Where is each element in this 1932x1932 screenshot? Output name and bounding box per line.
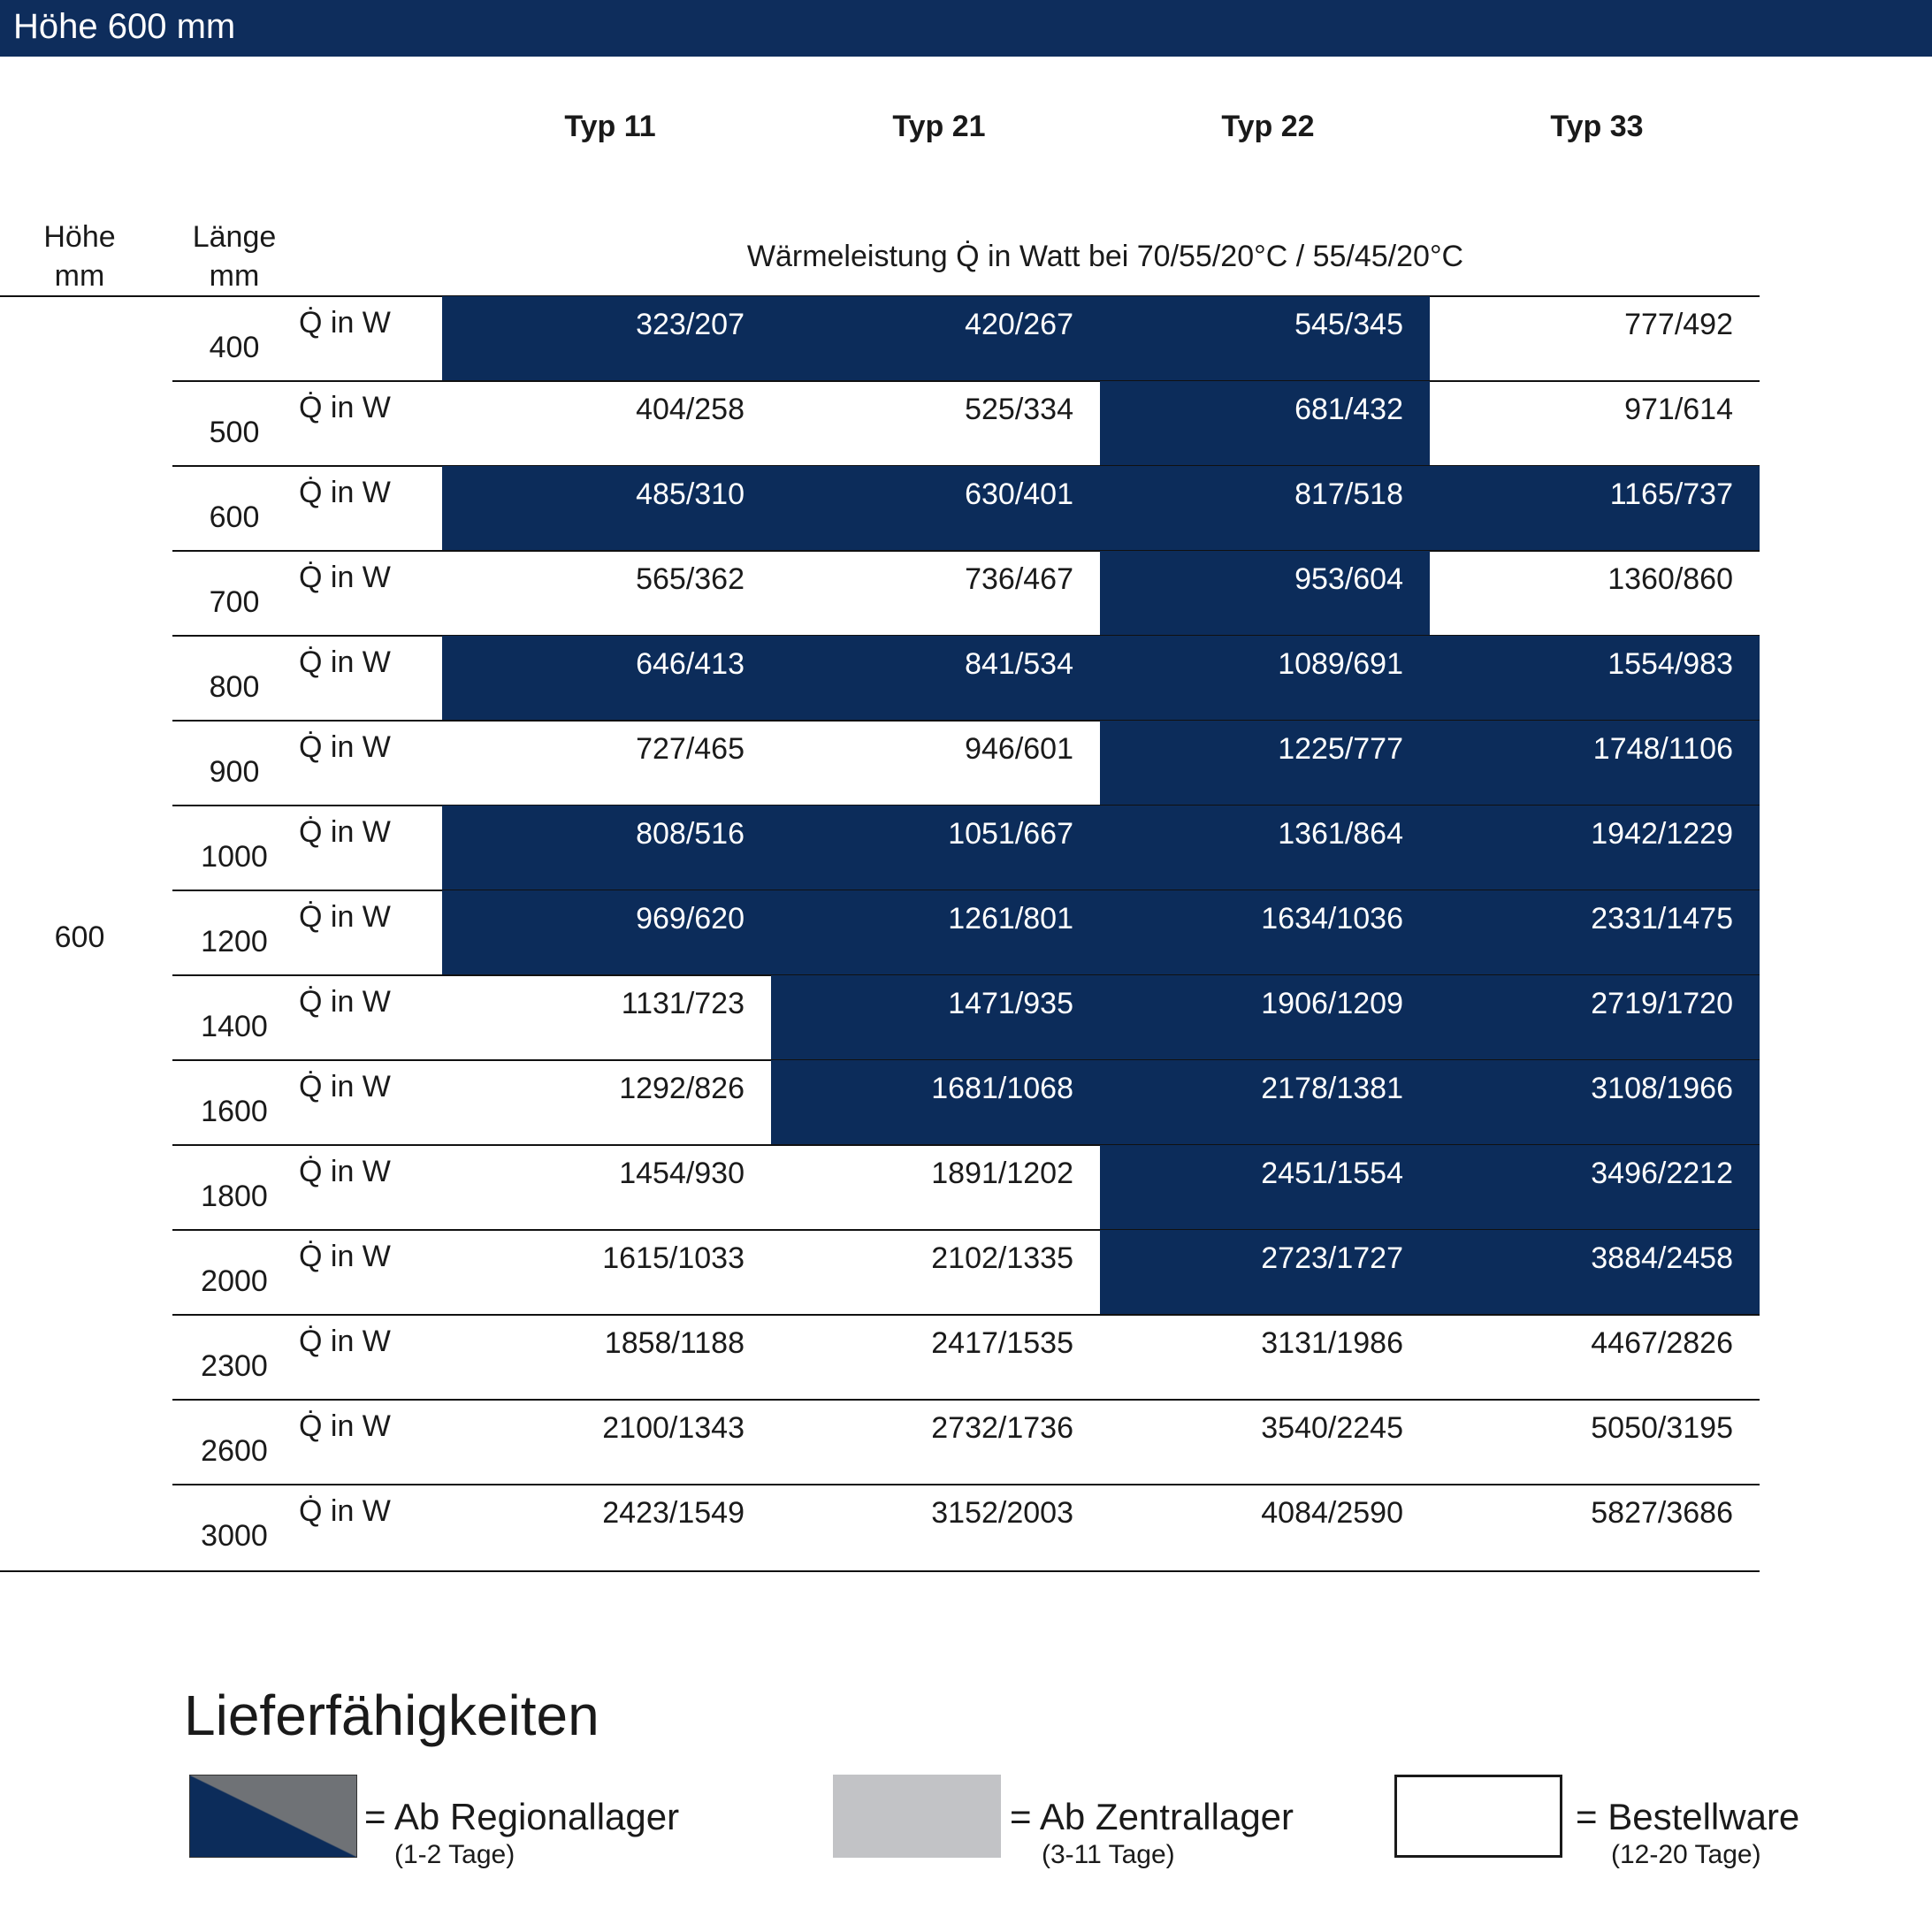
swatch-zentrallager — [833, 1775, 1001, 1858]
q-unit-label: Q̇ in W — [299, 645, 391, 679]
laenge-value: 700 — [209, 585, 260, 619]
table-cell — [1100, 466, 1430, 551]
table-row — [0, 381, 1932, 466]
table-cell — [1100, 975, 1430, 1060]
laenge-unit: mm — [209, 259, 260, 293]
laenge-value: 600 — [209, 500, 260, 534]
hoehe-label: Höhe — [43, 220, 116, 254]
heat-output-value: 2451/1554 — [1261, 1157, 1403, 1190]
legend-sub-zentrallager: (3-11 Tage) — [1042, 1840, 1175, 1869]
heat-output-value: 817/518 — [1294, 477, 1403, 511]
heat-output-value: 1165/737 — [1609, 477, 1733, 511]
page-header-bar — [0, 0, 1932, 57]
laenge-value: 2000 — [201, 1264, 268, 1298]
laenge-value: 1800 — [201, 1180, 268, 1213]
heat-output-value: 681/432 — [1294, 393, 1403, 426]
q-unit-label: Q̇ in W — [299, 815, 391, 849]
column-header-laenge — [172, 218, 296, 295]
table-cell — [1430, 381, 1760, 466]
table-cell — [442, 1060, 771, 1145]
heat-output-value: 4467/2826 — [1591, 1326, 1733, 1360]
heat-output-value: 953/604 — [1294, 562, 1403, 596]
table-cell — [1100, 636, 1430, 721]
heat-output-value: 1858/1188 — [604, 1326, 745, 1360]
heat-output-value: 2331/1475 — [1591, 902, 1733, 935]
table-cell — [442, 1400, 771, 1485]
heat-output-value: 3152/2003 — [931, 1496, 1073, 1530]
legend-title: Lieferfähigkeiten — [184, 1684, 599, 1747]
table-cell — [771, 466, 1100, 551]
hoehe-unit: mm — [54, 259, 105, 293]
table-row — [0, 296, 1932, 381]
heat-output-value: 1360/860 — [1607, 562, 1733, 596]
table-cell — [1430, 975, 1760, 1060]
table-cell — [771, 890, 1100, 975]
heat-output-value: 2732/1736 — [931, 1411, 1073, 1445]
table-row — [0, 806, 1932, 890]
table-cell — [771, 1485, 1100, 1569]
table-cell — [1100, 721, 1430, 806]
table-cell — [1430, 721, 1760, 806]
q-unit-label: Q̇ in W — [299, 1240, 391, 1273]
table-cell — [771, 1400, 1100, 1485]
table-cell — [442, 721, 771, 806]
heat-output-value: 1906/1209 — [1261, 987, 1403, 1020]
type-header-typ21: Typ 21 — [892, 110, 986, 143]
heat-output-value: 841/534 — [965, 647, 1073, 681]
laenge-value: 2600 — [201, 1434, 268, 1468]
table-row — [0, 1485, 1932, 1569]
heat-output-value: 3496/2212 — [1591, 1157, 1733, 1190]
heat-output-value: 3131/1986 — [1261, 1326, 1403, 1360]
q-unit-label: Q̇ in W — [299, 306, 391, 340]
heat-output-value: 2100/1343 — [602, 1411, 745, 1445]
q-unit-label: Q̇ in W — [299, 1494, 391, 1528]
q-unit-label: Q̇ in W — [299, 391, 391, 424]
table-cell — [1100, 1400, 1430, 1485]
table-cell — [1430, 466, 1760, 551]
heat-output-value: 2719/1720 — [1591, 987, 1733, 1020]
q-unit-label: Q̇ in W — [299, 476, 391, 509]
heat-output-value: 727/465 — [636, 732, 745, 766]
heat-output-value: 630/401 — [965, 477, 1073, 511]
heat-output-value: 1089/691 — [1278, 647, 1403, 681]
table-row — [0, 1145, 1932, 1230]
table-row — [0, 975, 1932, 1060]
legend-label-zentrallager: = Ab Zentrallager — [1010, 1796, 1294, 1837]
q-unit-label: Q̇ in W — [299, 730, 391, 764]
table-cell — [771, 636, 1100, 721]
heat-output-value: 777/492 — [1624, 308, 1733, 341]
laenge-value: 3000 — [201, 1519, 268, 1553]
heat-output-value: 525/334 — [965, 393, 1073, 426]
column-header-hoehe — [18, 218, 141, 295]
heat-output-value: 1225/777 — [1278, 732, 1403, 766]
laenge-value: 400 — [209, 331, 260, 364]
table-cell — [1430, 551, 1760, 636]
q-unit-label: Q̇ in W — [299, 1155, 391, 1188]
table-cell — [442, 1315, 771, 1400]
swatch-bestellware — [1394, 1775, 1562, 1858]
table-cell — [771, 551, 1100, 636]
table-cell — [1430, 890, 1760, 975]
table-row — [0, 721, 1932, 806]
type-header-typ22: Typ 22 — [1221, 110, 1315, 143]
heat-output-value: 1471/935 — [948, 987, 1073, 1020]
table-cell — [771, 1060, 1100, 1145]
table-cell — [771, 806, 1100, 890]
table-cell — [771, 296, 1100, 381]
swatch-regionallager — [189, 1775, 357, 1858]
heat-output-value: 565/362 — [636, 562, 745, 596]
table-cell — [1430, 1485, 1760, 1569]
laenge-value: 900 — [209, 755, 260, 789]
table-row — [0, 1400, 1932, 1485]
table-cell — [771, 721, 1100, 806]
heat-output-value: 736/467 — [965, 562, 1073, 596]
heat-output-value: 2102/1335 — [931, 1241, 1073, 1275]
table-cell — [1100, 381, 1430, 466]
table-cell — [442, 890, 771, 975]
table-cell — [1100, 890, 1430, 975]
table-cell — [771, 1230, 1100, 1315]
table-cell — [1430, 1400, 1760, 1485]
laenge-value: 1200 — [201, 925, 268, 958]
heat-output-value: 1891/1202 — [931, 1157, 1073, 1190]
table-bottom-divider — [0, 1570, 1760, 1572]
heat-output-value: 2178/1381 — [1261, 1072, 1403, 1105]
table-row — [0, 636, 1932, 721]
heat-output-value: 323/207 — [636, 308, 745, 341]
q-unit-label: Q̇ in W — [299, 1409, 391, 1443]
table-row — [0, 1230, 1932, 1315]
table-cell — [1100, 1060, 1430, 1145]
laenge-value: 800 — [209, 670, 260, 704]
heat-output-value: 5827/3686 — [1591, 1496, 1733, 1530]
table-cell — [442, 975, 771, 1060]
waermeleistung-header: Wärmeleistung Q̇ in Watt bei 70/55/20°C / 55/45/20°C — [746, 240, 1464, 273]
table-cell — [442, 296, 771, 381]
table-cell — [1100, 551, 1430, 636]
heat-output-value: 2423/1549 — [602, 1496, 745, 1530]
heat-output-value: 485/310 — [636, 477, 745, 511]
table-cell — [1430, 1230, 1760, 1315]
table-cell — [442, 381, 771, 466]
table-cell — [442, 466, 771, 551]
heat-output-value: 1261/801 — [948, 902, 1073, 935]
heat-output-value: 1634/1036 — [1261, 902, 1403, 935]
heat-output-value: 969/620 — [636, 902, 745, 935]
heat-output-value: 1051/667 — [948, 817, 1073, 851]
legend-label-regionallager: = Ab Regionallager — [364, 1796, 680, 1837]
q-unit-label: Q̇ in W — [299, 1070, 391, 1103]
heat-output-value: 404/258 — [636, 393, 745, 426]
q-unit-label: Q̇ in W — [299, 1325, 391, 1358]
table-cell — [771, 1315, 1100, 1400]
heat-output-value: 1615/1033 — [602, 1241, 745, 1275]
heat-output-value: 1454/930 — [619, 1157, 745, 1190]
table-cell — [442, 806, 771, 890]
table-row — [0, 1315, 1932, 1400]
table-cell — [1430, 1315, 1760, 1400]
table-row — [0, 551, 1932, 636]
table-row — [0, 466, 1932, 551]
table-cell — [442, 1485, 771, 1569]
laenge-value: 1000 — [201, 840, 268, 874]
heat-output-value: 1361/864 — [1278, 817, 1403, 851]
q-unit-label: Q̇ in W — [299, 561, 391, 594]
table-cell — [1430, 806, 1760, 890]
legend-sub-regionallager: (1-2 Tage) — [394, 1840, 515, 1869]
table-cell — [771, 381, 1100, 466]
heat-output-value: 4084/2590 — [1261, 1496, 1403, 1530]
heat-output-value: 3540/2245 — [1261, 1411, 1403, 1445]
heat-output-value: 1292/826 — [619, 1072, 745, 1105]
q-unit-label: Q̇ in W — [299, 985, 391, 1019]
table-cell — [771, 1145, 1100, 1230]
table-cell — [771, 975, 1100, 1060]
table-cell — [1100, 1145, 1430, 1230]
type-header-typ11: Typ 11 — [564, 110, 656, 143]
heat-output-value: 646/413 — [636, 647, 745, 681]
heat-output-value: 545/345 — [1294, 308, 1403, 341]
table-cell — [442, 1230, 771, 1315]
table-cell — [1430, 1060, 1760, 1145]
laenge-value: 2300 — [201, 1349, 268, 1383]
heat-output-value: 1131/723 — [621, 987, 745, 1020]
heat-output-value: 3884/2458 — [1591, 1241, 1733, 1275]
laenge-value: 1600 — [201, 1095, 268, 1128]
table-cell — [1100, 1485, 1430, 1569]
heat-output-value: 5050/3195 — [1591, 1411, 1733, 1445]
heat-output-value: 971/614 — [1624, 393, 1733, 426]
legend-sub-bestellware: (12-20 Tage) — [1611, 1840, 1761, 1869]
hoehe-value: 600 — [54, 920, 105, 954]
table-cell — [442, 636, 771, 721]
table-cell — [1100, 806, 1430, 890]
table-row — [0, 1060, 1932, 1145]
table-cell — [1430, 296, 1760, 381]
page-title: Höhe 600 mm — [13, 7, 236, 46]
heat-output-value: 1748/1106 — [1592, 732, 1733, 766]
heat-output-value: 2417/1535 — [931, 1326, 1073, 1360]
legend-label-bestellware: = Bestellware — [1576, 1796, 1800, 1837]
heat-output-value: 808/516 — [636, 817, 745, 851]
table-cell — [1100, 1315, 1430, 1400]
heat-output-value: 946/601 — [965, 732, 1073, 766]
q-unit-label: Q̇ in W — [299, 900, 391, 934]
heat-output-value: 2723/1727 — [1261, 1241, 1403, 1275]
heat-output-value: 3108/1966 — [1591, 1072, 1733, 1105]
laenge-label: Länge — [192, 220, 277, 254]
heat-output-value: 1554/983 — [1607, 647, 1733, 681]
table-row — [0, 890, 1932, 975]
table-cell — [442, 1145, 771, 1230]
heat-output-value: 420/267 — [965, 308, 1073, 341]
heat-output-value: 1942/1229 — [1591, 817, 1733, 851]
table-cell — [1100, 1230, 1430, 1315]
table-cell — [442, 551, 771, 636]
laenge-value: 1400 — [201, 1010, 268, 1043]
heat-output-value: 1681/1068 — [931, 1072, 1073, 1105]
table-cell — [1430, 1145, 1760, 1230]
table-cell — [1100, 296, 1430, 381]
type-header-typ33: Typ 33 — [1550, 110, 1644, 143]
laenge-value: 500 — [209, 416, 260, 449]
table-cell — [1430, 636, 1760, 721]
